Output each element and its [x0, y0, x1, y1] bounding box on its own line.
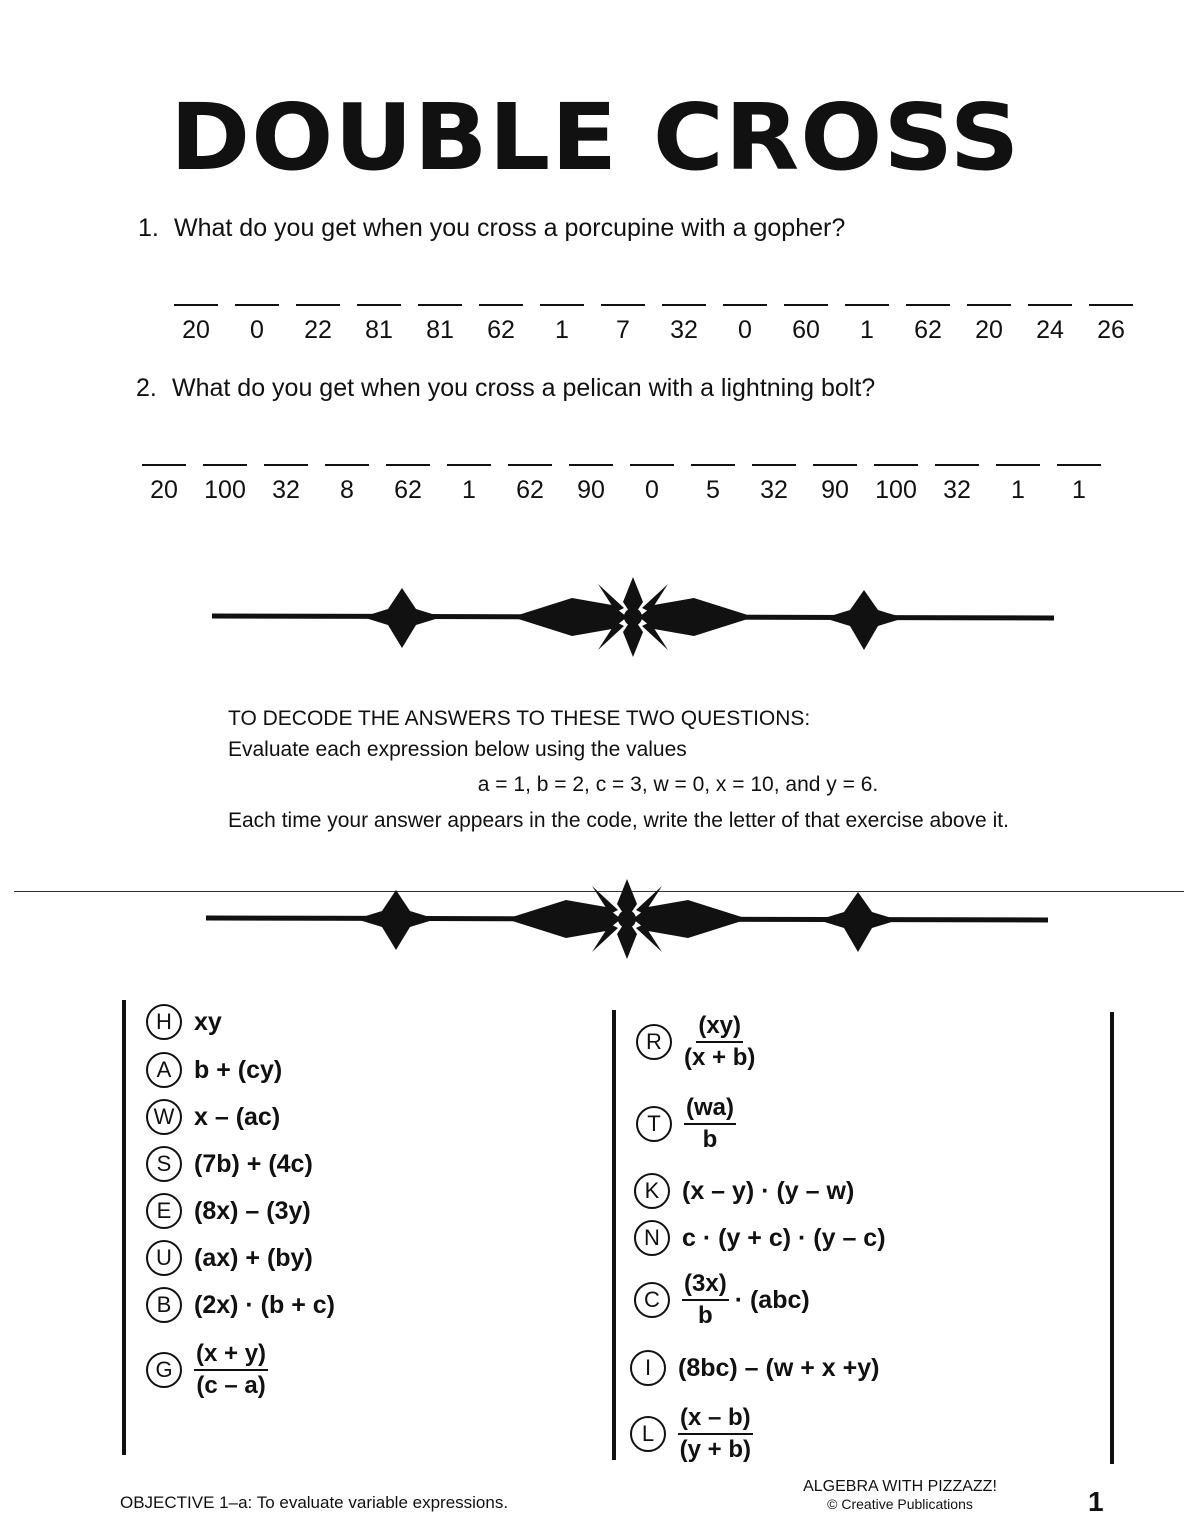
code-blank[interactable]: 62: [479, 304, 523, 345]
expression: (7b) + (4c): [194, 1149, 313, 1178]
expression: xy: [194, 1007, 222, 1036]
numerator: (3x): [682, 1270, 729, 1301]
variable-values: a = 1, b = 2, c = 3, w = 0, x = 10, and y = 6.: [477, 773, 879, 797]
letter-circle: E: [146, 1193, 182, 1229]
expression-suffix: · (abc): [734, 1285, 810, 1314]
code-blank[interactable]: 0: [235, 304, 279, 345]
numerator: (x – b): [678, 1404, 753, 1435]
expression: (x – y) · (y – w): [682, 1176, 855, 1205]
letter-circle: K: [634, 1173, 670, 1209]
code-blank[interactable]: 81: [357, 304, 401, 345]
exercise-h: [146, 1004, 222, 1040]
code-blank[interactable]: 32: [662, 304, 706, 345]
code-blank[interactable]: 1: [996, 464, 1040, 505]
expression: c · (y + c) · (y – c): [682, 1223, 886, 1252]
objective-text: OBJECTIVE 1–a: To evaluate variable expressions.: [120, 1493, 509, 1512]
copyright: © Creative Publications: [827, 1496, 973, 1513]
book-title: ALGEBRA WITH PIZZAZZ!: [803, 1478, 997, 1495]
letter-circle: R: [636, 1024, 672, 1060]
letter-circle: G: [146, 1352, 182, 1388]
expression: b + (cy): [194, 1055, 283, 1084]
denominator: (x + b): [684, 1044, 756, 1071]
letter-circle: U: [146, 1240, 182, 1276]
exercise-c: [634, 1270, 810, 1330]
code-blank[interactable]: 60: [784, 304, 828, 345]
code-blank[interactable]: 20: [967, 304, 1011, 345]
numerator: (wa): [684, 1094, 736, 1125]
decode-instructions: [228, 706, 1048, 833]
code-blank[interactable]: 32: [935, 464, 979, 505]
exercise-n: [634, 1220, 886, 1256]
code-blank[interactable]: 62: [508, 464, 552, 505]
code-blank[interactable]: 0: [723, 304, 767, 345]
code-blank[interactable]: 1: [1057, 464, 1101, 505]
code-blank[interactable]: 1: [447, 464, 491, 505]
fraction-expression: [682, 1270, 729, 1330]
code-blank[interactable]: 81: [418, 304, 462, 345]
code-blank[interactable]: 20: [142, 464, 186, 505]
numerator: (xy): [696, 1012, 743, 1043]
letter-circle: N: [634, 1220, 670, 1256]
code-blank[interactable]: 100: [203, 464, 247, 505]
denominator: b: [698, 1302, 713, 1329]
expression: (8bc) – (w + x +y): [678, 1353, 880, 1382]
code-blank[interactable]: 8: [325, 464, 369, 505]
denominator: (y + b): [679, 1436, 752, 1463]
code-blank[interactable]: 7: [601, 304, 645, 345]
page-title: DOUBLE CROSS: [170, 84, 1021, 191]
question-number: 1.: [138, 214, 159, 242]
expression: (ax) + (by): [194, 1243, 313, 1272]
publisher-block: [770, 1477, 1030, 1513]
exercise-u: [146, 1240, 313, 1276]
expression: x – (ac): [194, 1102, 281, 1131]
exercise-k: [634, 1173, 854, 1209]
column-bar-right: [1110, 1012, 1114, 1464]
code-blank[interactable]: 5: [691, 464, 735, 505]
code-blank[interactable]: 90: [569, 464, 613, 505]
code-blank[interactable]: 90: [813, 464, 857, 505]
code-blank[interactable]: 20: [174, 304, 218, 345]
question-number: 2.: [136, 374, 157, 402]
code-blank[interactable]: 22: [296, 304, 340, 345]
fraction-expression: [684, 1094, 736, 1154]
question-text: What do you get when you cross a pelican with a lightning bolt?: [172, 374, 876, 402]
column-bar-left: [122, 1000, 126, 1455]
fraction-expression: [684, 1012, 755, 1072]
letter-circle: S: [146, 1146, 182, 1182]
exercise-i: [630, 1350, 879, 1386]
letter-circle: L: [630, 1416, 666, 1452]
instructions-line-1: Evaluate each expression below using the values: [228, 738, 687, 762]
letter-circle: B: [146, 1287, 182, 1323]
exercise-t: [636, 1094, 736, 1154]
denominator: (c – a): [196, 1372, 266, 1399]
code-blank[interactable]: 100: [874, 464, 918, 505]
question-1: [138, 214, 845, 243]
exercise-s: [146, 1146, 313, 1182]
code-blank[interactable]: 1: [540, 304, 584, 345]
letter-circle: A: [146, 1052, 182, 1088]
column-bar-middle: [612, 1010, 616, 1460]
letter-circle: I: [630, 1350, 666, 1386]
denominator: b: [702, 1126, 718, 1153]
letter-circle: W: [146, 1099, 182, 1135]
ornamental-divider-icon: [206, 874, 1048, 964]
code-blank[interactable]: 62: [386, 464, 430, 505]
numerator: (x + y): [194, 1340, 268, 1371]
code-blank[interactable]: 1: [845, 304, 889, 345]
instructions-line-2: Each time your answer appears in the code, write the letter of that exercise above it.: [228, 808, 1009, 832]
ornamental-divider-icon: [212, 572, 1054, 662]
exercise-a: [146, 1052, 282, 1088]
code-blank[interactable]: 0: [630, 464, 674, 505]
instructions-heading: TO DECODE THE ANSWERS TO THESE TWO QUESTIONS:: [228, 707, 811, 730]
code-blank[interactable]: 24: [1028, 304, 1072, 345]
expression: (2x) · (b + c): [194, 1290, 335, 1319]
expression: (8x) – (3y): [194, 1196, 311, 1225]
exercise-g: [146, 1340, 268, 1400]
page-number: 1: [1088, 1486, 1104, 1517]
fraction-expression: [194, 1340, 268, 1400]
exercise-l: [630, 1404, 753, 1464]
exercise-e: [146, 1193, 311, 1229]
exercise-r: [636, 1012, 755, 1072]
fraction-expression: [678, 1404, 753, 1464]
code-blank[interactable]: 32: [752, 464, 796, 505]
question-text: What do you get when you cross a porcupine with a gopher?: [174, 214, 846, 242]
code-blank[interactable]: 32: [264, 464, 308, 505]
code-blank[interactable]: 26: [1089, 304, 1133, 345]
letter-circle: C: [634, 1282, 670, 1318]
question-2: [136, 374, 875, 403]
code-blank[interactable]: 62: [906, 304, 950, 345]
fraction-product: [682, 1270, 810, 1330]
exercise-b: [146, 1287, 335, 1323]
letter-circle: H: [146, 1004, 182, 1040]
exercise-w: [146, 1099, 280, 1135]
letter-circle: T: [636, 1106, 672, 1142]
